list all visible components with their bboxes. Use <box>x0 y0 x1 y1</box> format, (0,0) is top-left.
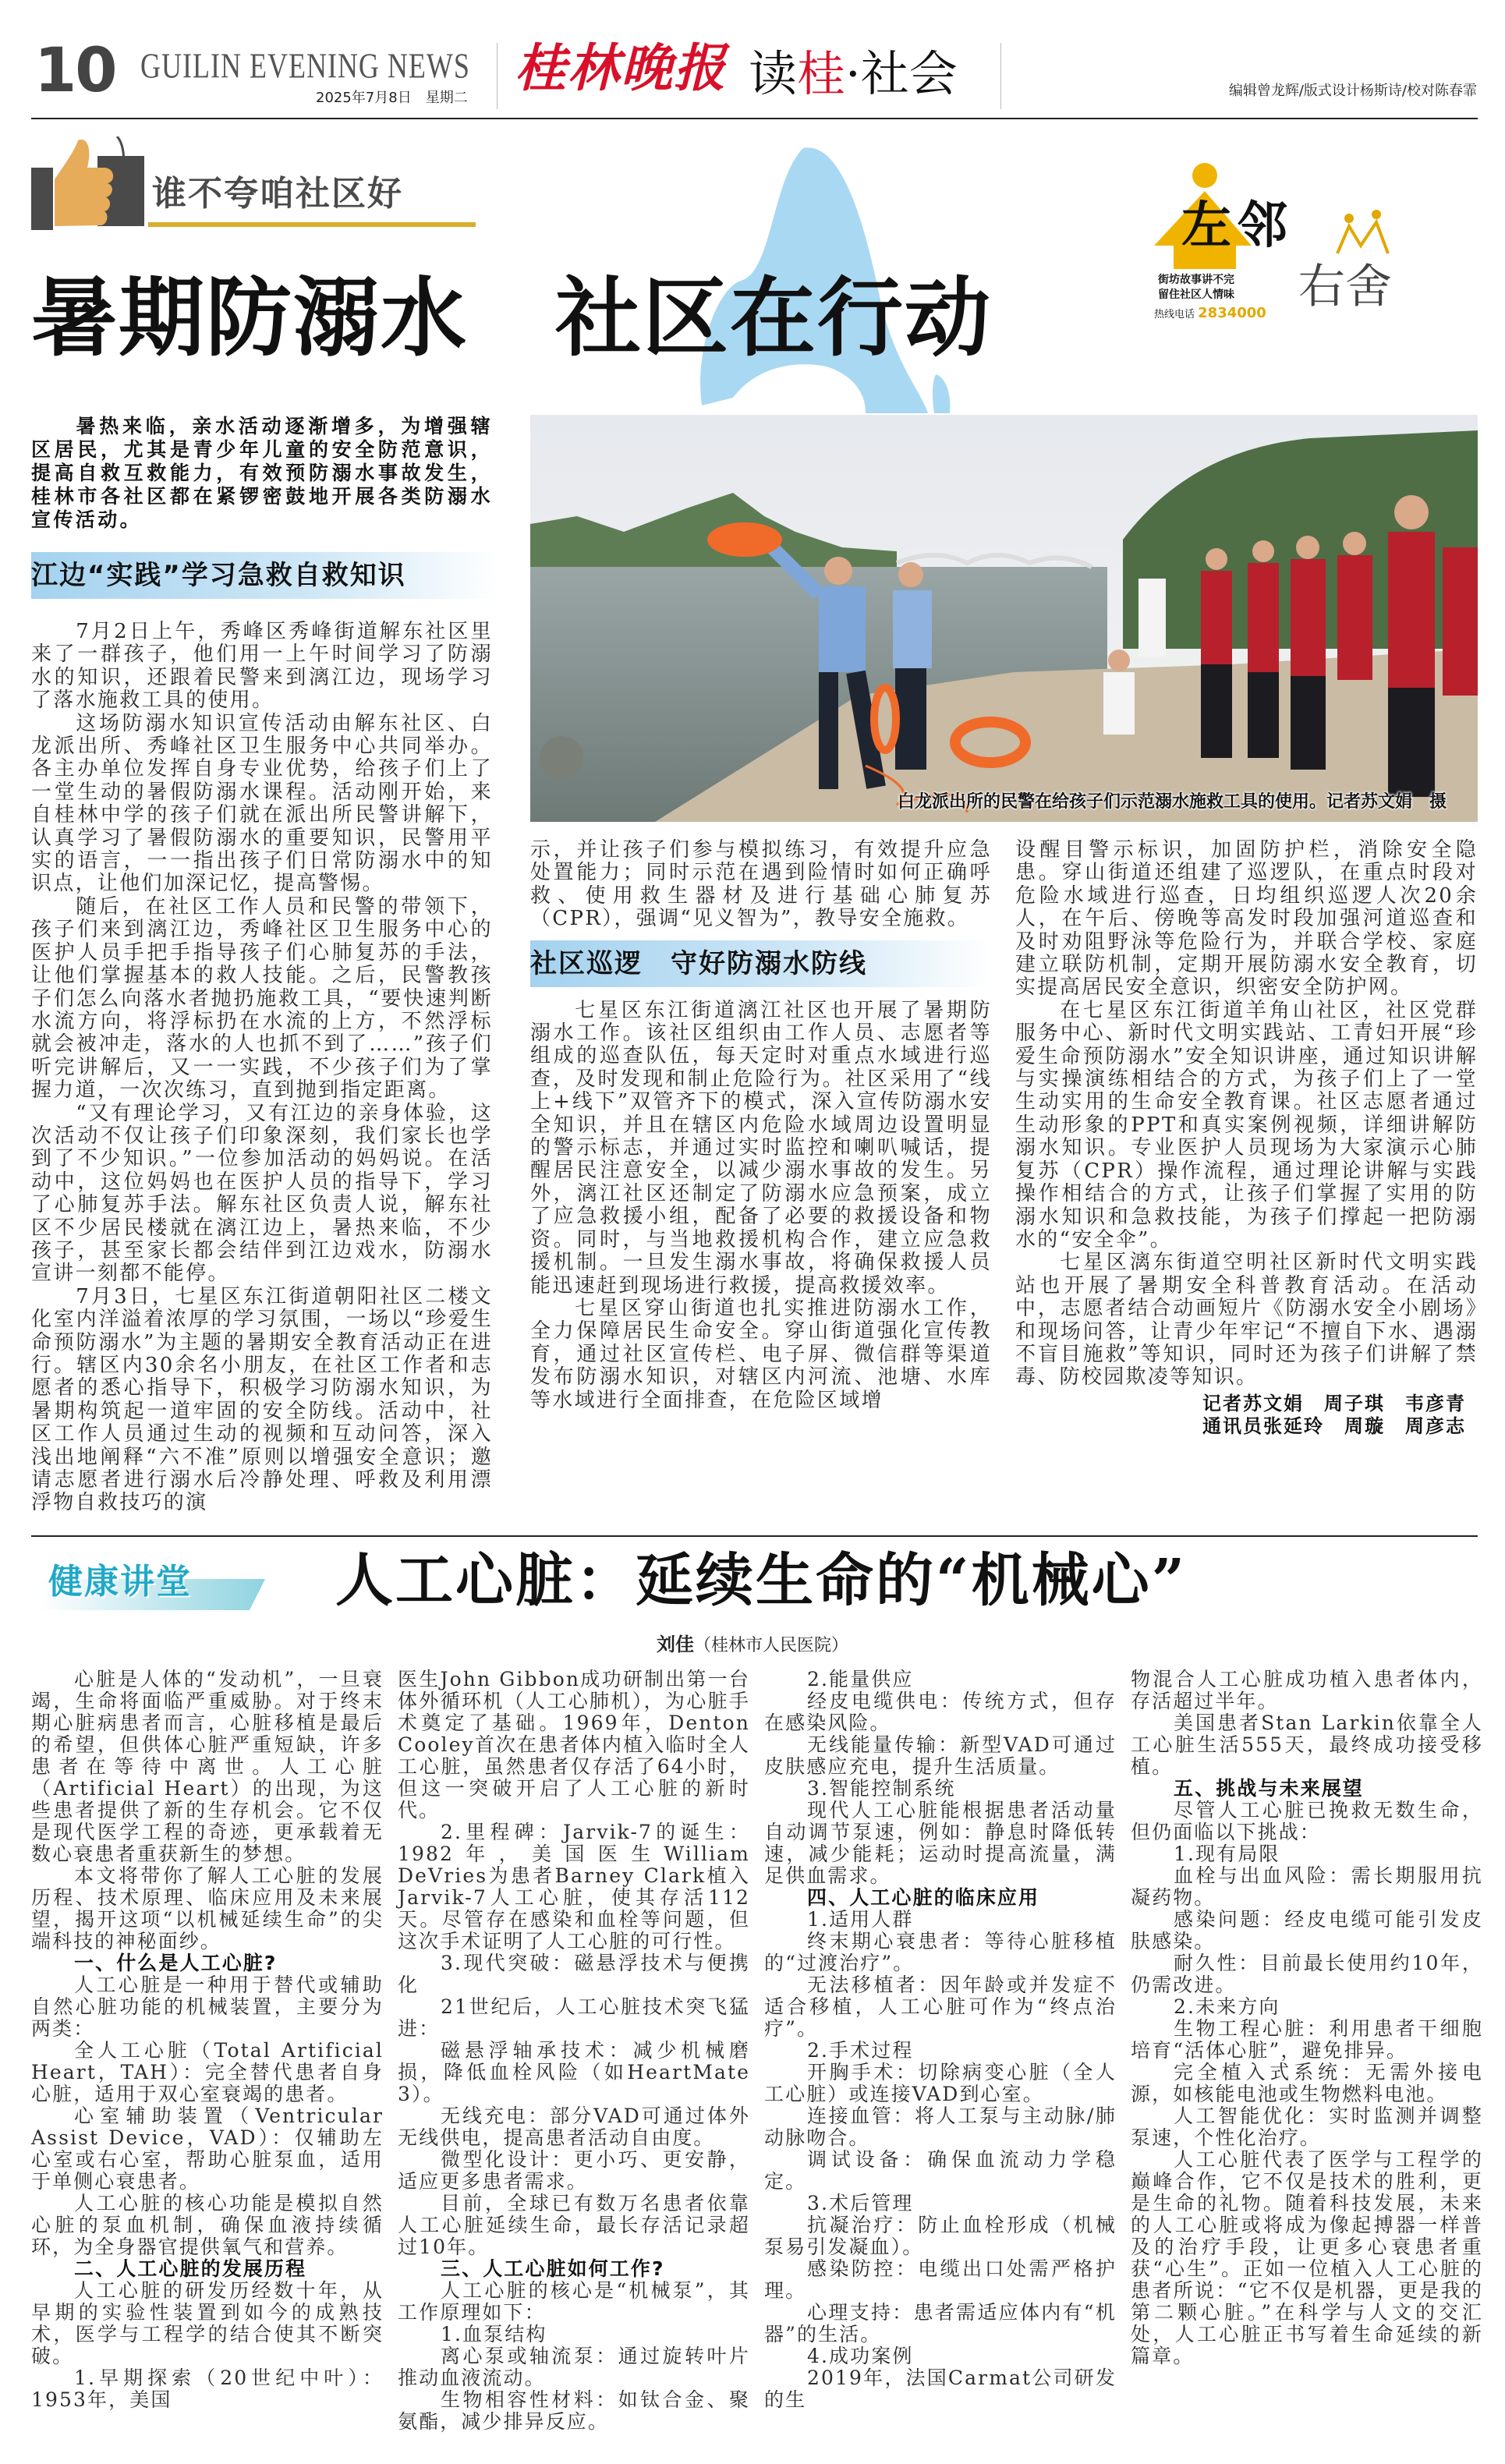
subheading: 一、什么是人工心脏? <box>74 1951 278 1974</box>
section-name-part: ·社会 <box>845 45 958 102</box>
paragraph: 2.能量供应 <box>807 1667 914 1690</box>
paragraph: 无线充电：部分VAD可通过体外无线供电，提高患者活动自由度。 <box>398 2104 750 2149</box>
paragraph: 尽管人工心脏已挽救无数生命，但仍面临以下挑战： <box>1131 1798 1483 1843</box>
editor-credits: 编辑曾龙辉/版式设计杨斯诗/校对陈春霏 <box>1228 83 1477 99</box>
paragraph: 终末期心衰患者：等待心脏移植的“过渡治疗”。 <box>764 1929 1117 1974</box>
paragraph: 人工心脏的核心是“机械泵”，其工作原理如下： <box>398 2278 750 2324</box>
paragraph: 开胸手术：切除病变心脏（全人工心脏）或连接VAD到心室。 <box>764 2060 1117 2105</box>
article-title: 人工心脏：延续生命的“机械心” <box>335 1546 1188 1614</box>
paragraph: 2.里程碑：Jarvik-7的诞生：1982年，美国医生William DeVries为患者Barney Clark植入Jarvik-7人工心脏，使其存活112天。尽管存在感染和血栓等问题，但这次手术证明了人工心脏的可行性。 <box>398 1820 750 1952</box>
paragraph: 生物相容性材料：如钛合金、聚氨酯，减少排异反应。 <box>398 2388 750 2433</box>
paragraph: 抗凝治疗：防止血栓形成（机械泵易引发凝血）。 <box>764 2213 1117 2258</box>
article-column-1 <box>31 621 493 1515</box>
paragraph: 完全植入式系统：无需外接电源，如核能电池或生物燃料电池。 <box>1131 2060 1483 2105</box>
subheading: 四、人工心脏的临床应用 <box>807 1885 1040 1909</box>
logo-slogan-1: 街坊故事讲不完 <box>1158 274 1234 286</box>
paragraph: 21世纪后，人工心脏技术突飞猛进： <box>398 1995 750 2040</box>
paragraph: 设醒目警示标识，加固防护栏，消除安全隐患。穿山街道还组建了巡逻队，在重点时段对危险水域进行巡查，日均组织巡逻人次20余人，在午后、傍晚等高发时段加强河道巡查和及时劝阻野泳等危险行为，并联合学校、家庭建立联防机制，定期开展防溺水安全教育，切实提高居民安全意识，织密安全防护网。 <box>1015 838 1478 1000</box>
section-name-part: 桂 <box>797 45 846 102</box>
paragraph: 1.适用人群 <box>807 1907 914 1931</box>
paragraph: 人工心脏的核心功能是模拟自然心脏的泵血机制，确保血液持续循环，为全身器官提供氧气和营养。 <box>31 2191 384 2258</box>
article-2-header <box>0 1548 1505 1630</box>
paragraph: 4.成功案例 <box>807 2344 914 2367</box>
paragraph: 心室辅助装置（Ventricular Assist Device，VAD）：仅辅助左心室或右心室，帮助心脏泵血，适用于单侧心衰患者。 <box>31 2104 384 2193</box>
hotline-label: 热线电话 <box>1154 309 1195 320</box>
paragraph: 本文将带你了解人工心脏的发展历程、技术原理、临床应用及未来展望，揭开这项“以机械延续生命”的尖端科技的神秘面纱。 <box>31 1864 384 1952</box>
paragraph: 离心泵或轴流泵：通过旋转叶片推动血液流动。 <box>398 2344 750 2389</box>
paragraph: 3.智能控制系统 <box>807 1776 956 1800</box>
paragraph: 3.术后管理 <box>807 2191 914 2214</box>
article2-column-2 <box>398 1669 750 2433</box>
police-officer <box>893 562 932 770</box>
paragraph: 美国患者Stan Larkin依靠全人工心脏生活555天，最终成功接受移植。 <box>1131 1711 1483 1778</box>
paragraph: 人工心脏的研发历经数十年，从早期的实验性装置到如今的成熟技术，医学与工程学的结合使其不断突破。 <box>31 2278 384 2367</box>
paragraph: 磁悬浮轴承技术：减少机械磨损，降低血栓风险（如HeartMate 3）。 <box>398 2038 750 2105</box>
paragraph: 人工心脏代表了医学与工程学的巅峰合作，它不仅是技术的胜利，更是生命的礼物。随着科技发展，未来的人工心脏或将成为像起搏器一样普及的治疗手段，让更多心衰患者重获“心生”。正如一位植入人工心脏的患者所说：“它不仅是机器，更是我的第二颗心脏。”在科学与人文的交汇处，人工心脏正书写着生命延续的新篇章。 <box>1131 2147 1483 2367</box>
paragraph: 2019年，法国Carmat公司研发的生 <box>764 2366 1117 2411</box>
section-heading: 江边“实践”学习急救自救知识 <box>31 552 499 599</box>
paragraph: 随后，在社区工作人员和民警的带领下，孩子们来到漓江边，秀峰社区卫生服务中心的医护人员手把手指导孩子们心肺复苏的手法，让他们掌握基本的救人技能。之后，民警教孩子们怎么向落水者抛扔施救工具，“要快速判断水流方向，将浮标扔在水流的上方，不然浮标就会被冲走，落水的人也抓不到了……”孩子们听完讲解后，又一一实践，不少孩子们为了掌握力道，一次次练习，直到抛到指定距离。 <box>31 894 493 1103</box>
byline-reporters: 记者苏文娟 周子琪 韦彦青 <box>1202 1392 1466 1414</box>
logo-slogan-2: 留住社区人情味 <box>1158 289 1234 301</box>
article-left-column <box>31 415 493 1515</box>
paragraph: 2.未来方向 <box>1174 1995 1280 2018</box>
article2-column-1 <box>31 1669 384 2433</box>
paragraph: 这场防溺水知识宣传活动由解东社区、白龙派出所、秀峰社区卫生服务中心共同举办。各主办单位发挥自身专业优势，给孩子们上了一堂生动的暑假防溺水课程。活动刚开始，来自桂林中学的孩子们就在派出所民警讲解下，认真学习了暑假防溺水的重要知识，民警用平实的语言，一一指出孩子们日常防溺水中的知识点，让他们加深记忆，提高警惕。 <box>31 711 493 896</box>
subheading: 二、人工心脏的发展历程 <box>74 2257 307 2280</box>
article-intro: 暑热来临，亲水活动逐渐增多，为增强辖区居民，尤其是青少年儿童的安全防范意识，提高自救互救能力，有效预防溺水事故发生，桂林市各社区都在紧锣密鼓地开展各类防溺水宣传活动。 <box>31 415 493 531</box>
paragraph: 在七星区东江街道羊角山社区，社区党群服务中心、新时代文明实践站、工青妇开展“珍爱生命预防溺水”安全知识讲座，通过知识讲解与实操演练相结合的方式，为孩子们上了一堂生动实用的生命安全教育课。社区志愿者通过生动形象的PPT和真实案例视频，详细讲解防溺水知识。专业医护人员现场为大家演示心肺复苏（CPR）操作流程，通过理论讲解与实践操作相结合的方式，让孩子们掌握了实用的防溺水知识和急救技能，为孩子们撑起一把防溺水的“安全伞”。 <box>1015 998 1478 1251</box>
article-column-3 <box>1015 839 1478 1438</box>
section-heading: 社区巡逻 守好防溺水防线 <box>530 940 992 987</box>
paragraph: 3.现代突破：磁悬浮技术与便携化 <box>398 1951 750 1996</box>
subheading: 五、挑战与未来展望 <box>1174 1776 1364 1800</box>
logo-title-right: 右舍 <box>1298 260 1392 314</box>
paragraph: 示，并让孩子们参与模拟练习，有效提升应急处置能力；同时示范在遇到险情时如何正确呼救、使用救生器材及进行基础心肺复苏（CPR），强调“见义智为”，教导安全施救。 <box>530 838 992 931</box>
paragraph: 微型化设计：更小巧、更安静，适应更多患者需求。 <box>398 2147 750 2193</box>
newspaper-logo: 桂林晚报 <box>515 37 727 98</box>
article-lower-columns <box>530 839 1478 1438</box>
paragraph: 现代人工心脏能根据患者活动量自动调节泵速，例如：静息时降低转速，减少能耗；运动时提高流量，满足供血需求。 <box>764 1798 1117 1887</box>
subheading: 三、人工心脏如何工作? <box>441 2257 665 2280</box>
paragraph: 心理支持：患者需适应体内有“机器”的生活。 <box>764 2300 1117 2345</box>
paragraph: 1.早期探索（20世纪中叶）：1953年，美国 <box>31 2366 384 2411</box>
column-2-bottom <box>530 1000 992 1412</box>
paragraph: 7月2日上午，秀峰区秀峰街道解东社区里来了一群孩子，他们用一上午时间学习了防溺水的知识，还跟着民警来到漓江边，现场学习了落水施救工具的使用。 <box>31 620 493 713</box>
article-right-area <box>530 415 1478 1515</box>
column-3-body <box>1015 839 1478 1390</box>
paragraph: 七星区东江街道漓江社区也开展了暑期防溺水工作。该社区组织由工作人员、志愿者等组成的巡查队伍，每天定时对重点水域进行巡查，及时发现和制止危险行为。社区采用了“线上+线下”双管齐下的模式，深入宣传防溺水安全知识，并且在辖区内危险水域周边设置明显的警示标志，并通过实时监控和喇叭喊话，提醒居民注意安全，以减少溺水事故的发生。另外，漓江社区还制定了防溺水应急预案，成立了应急救援小组，配备了必要的救援设备和物资。同时，与当地救援机构合作，建立应急救援机制。一旦发生溺水事故，将确保救援人员能迅速赶到现场进行救援，提高救援效率。 <box>530 998 992 1297</box>
paragraph: 耐久性：目前最长使用约10年，仍需改进。 <box>1131 1951 1483 1996</box>
paragraph: 血栓与出血风险：需长期服用抗凝药物。 <box>1131 1864 1483 1909</box>
paragraph: 全人工心脏（Total Artificial Heart，TAH）：完全替代患者自身心脏，适用于双心室衰竭的患者。 <box>31 2038 384 2105</box>
author-name: 刘佳 <box>656 1632 694 1655</box>
paragraph: 无法移植者：因年龄或并发症不适合移植，人工心脏可作为“终点治疗”。 <box>764 1973 1117 2040</box>
paragraph: “又有理论学习，又有江边的亲身体验，这次活动不仅让孩子们印象深刻，我们家长也学到了不少知识。”一位参加活动的妈妈说。在活动中，这位妈妈也在医护人员的指导下，学习了心肺复苏手法。解东社区负责人说，解东社区不少居民楼就在漓江边上，暑热来临，不少孩子，甚至家长都会结伴到江边戏水，防溺水宣讲一刻都不能停。 <box>31 1101 493 1286</box>
badge-text: 健康讲堂 <box>48 1561 192 1602</box>
paragraph: 感染防控：电缆出口处需严格护理。 <box>764 2257 1117 2302</box>
paragraph: 1.现有局限 <box>1174 1842 1280 1865</box>
paragraph: 七星区漓东街道空明社区新时代文明实践站也开展了暑期安全科普教育活动。在活动中，志愿者结合动画短片《防溺水安全小剧场》和现场问答，让青少年牢记“不擅自下水、遇溺不盲目施救”等知识，同时还为孩子们讲解了禁毒、防校园欺凌等知识。 <box>1015 1251 1478 1390</box>
paragraph: 医生John Gibbon成功研制出第一台体外循环机（人工心肺机），为心脏手术奠定了基础。1969年，Denton Cooley首次在患者体内植入临时全人工心脏，虽然患者仅存活了64小时，但这一突破开启了人工心脏的新时代。 <box>398 1667 750 1821</box>
article-separator <box>31 1535 1478 1537</box>
paragraph: 目前，全球已有数万名患者依靠人工心脏延续生命，最长存活记录超过10年。 <box>398 2191 750 2258</box>
article-column-2 <box>530 839 992 1438</box>
paragraph: 7月3日，七星区东江街道朝阳社区二楼文化室内洋溢着浓厚的学习氛围，一场以“珍爱生命预防溺水”为主题的暑期安全教育活动正在进行。辖区内30余名小朋友，在社区工作者和志愿者的悉心指导下，积极学习防溺水知识，为暑期构筑起一道牢固的安全防线。活动中，社区工作人员通过生动的视频和互动问答，深入浅出地阐释“六不准”原则以增强安全意识；邀请志愿者进行溺水后冷静处理、呼救及利用漂浮物自救技巧的演 <box>31 1284 493 1515</box>
paragraph: 经皮电缆供电：传统方式，但存在感染风险。 <box>764 1689 1117 1734</box>
hotline-number: 2834000 <box>1198 305 1266 321</box>
paragraph: 2.手术过程 <box>807 2038 914 2062</box>
paragraph: 生物工程心脏：利用患者干细胞培育“活体心脏”，避免排异。 <box>1131 2016 1483 2062</box>
author-affiliation: （桂林市人民医院） <box>693 1635 848 1655</box>
paragraph: 人工心脏是一种用于替代或辅助自然心脏功能的机械装置，主要分为两类： <box>31 1973 384 2040</box>
photo-police-lifebuoy-demo <box>530 415 1478 822</box>
paragraph: 心脏是人体的“发动机”，一旦衰竭，生命将面临严重威胁。对于终末期心脏病患者而言，心脏移植是最后的希望，但供体心脏严重短缺，许多患者在等待中离世。人工心脏（Artificial Heart）的出现，为这些患者提供了新的生存机会。它不仅是现代医学工程的奇迹，更承载着无数心衰患者重获新生的梦想。 <box>31 1667 384 1865</box>
logo-title-left: 左邻 <box>1181 196 1294 255</box>
column-logo-text: 谁不夸咱社区好 <box>152 174 403 214</box>
news-photo <box>530 415 1478 822</box>
paragraph: 感染问题：经皮电缆可能引发皮肤感染。 <box>1131 1907 1483 1952</box>
article2-column-4 <box>1131 1669 1483 2433</box>
article-headline: 暑期防溺水 社区在行动 <box>31 268 992 368</box>
column-2-top <box>530 839 992 931</box>
photo-caption: 白龙派出所的民警在给孩子们示范溺水施救工具的使用。记者苏文娟 摄 <box>897 791 1447 812</box>
paragraph: 无线能量传输：新型VAD可通过皮肤感应充电，提升生活质量。 <box>764 1733 1117 1778</box>
paragraph: 七星区穿山街道也扎实推进防溺水工作，全力保障居民生命安全。穿山街道强化宣传教育，通过社区宣传栏、电子屏、微信群等渠道发布防溺水知识，对辖区内河流、池塘、水库等水域进行全面排查，在危险区域增 <box>530 1296 992 1412</box>
article2-column-3 <box>764 1669 1117 2433</box>
paragraph: 1.血泵结构 <box>441 2322 547 2345</box>
health-column-badge <box>39 1556 265 1610</box>
article-1 <box>31 415 1478 1515</box>
section-name-part: 读 <box>749 45 798 102</box>
paragraph: 人工智能优化：实时监测并调整泵速，个性化治疗。 <box>1131 2104 1483 2149</box>
page-number: 10 <box>34 36 116 106</box>
article-2-columns <box>31 1669 1505 2433</box>
paragraph: 物混合人工心脏成功植入患者体内，存活超过半年。 <box>1131 1667 1483 1712</box>
author-line <box>0 1633 1505 1658</box>
paragraph: 连接血管：将人工泵与主动脉/肺动脉吻合。 <box>764 2104 1117 2149</box>
byline-correspondents: 通讯员张延玲 周璇 周彦志 <box>1202 1414 1466 1437</box>
issue-date: 2025年7月8日 星期二 <box>316 90 468 106</box>
paragraph: 调试设备：确保血流动力学稳定。 <box>764 2147 1117 2193</box>
newspaper-english-name: GUILIN EVENING NEWS <box>140 46 470 86</box>
